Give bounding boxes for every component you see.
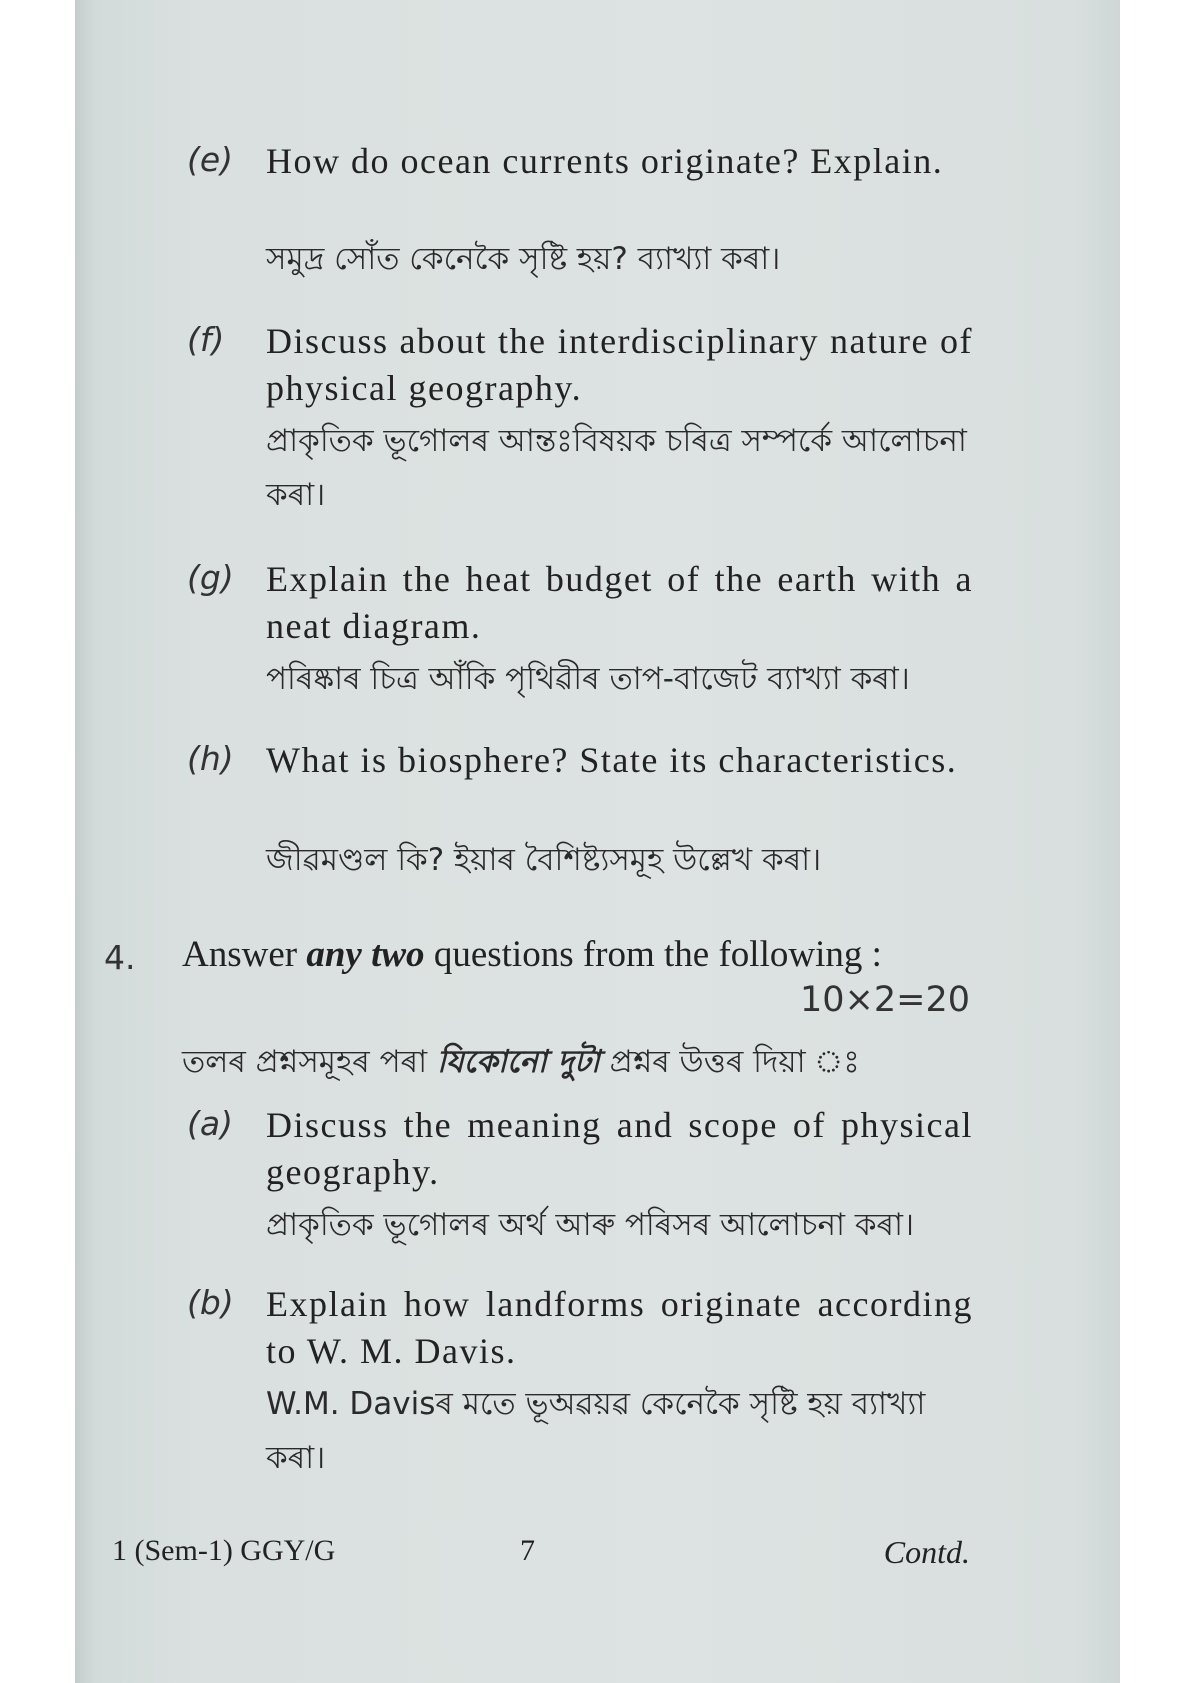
continued-label: Contd. (883, 1534, 970, 1570)
instruction-assamese-emphasis: যিকোনো দুটা (436, 1044, 600, 1080)
question-label: (f) (187, 320, 225, 359)
paper-code: 1 (Sem-1) GGY/G (112, 1534, 336, 1567)
section-instruction (182, 932, 972, 978)
question-assamese: সমুদ্র সোঁত কেনেকৈ সৃষ্টি হয়? ব্যাখ্যা কৰা। (266, 241, 781, 277)
page-number: 7 (520, 1534, 535, 1567)
instruction-post: questions from the following : (424, 934, 882, 975)
instruction-emphasis: any two (306, 934, 425, 975)
section-marks: 10×2=20 (800, 980, 970, 1020)
question-english: Discuss the meaning and scope of physical geography. (266, 1105, 973, 1192)
page-margin-right (1120, 0, 1190, 1683)
instruction-pre: Answer (182, 934, 307, 975)
question-assamese: জীৱমণ্ডল কি? ইয়াৰ বৈশিষ্ট্যসমূহ উল্লেখ কৰা। (266, 842, 822, 878)
page-margin-left (0, 0, 75, 1683)
question-english: Explain the heat budget of the earth with a neat diagram. (266, 559, 973, 646)
question-english: Explain how landforms originate according to W. M. Davis. (266, 1284, 973, 1371)
instruction-assamese-post: প্ৰশ্নৰ উত্তৰ দিয়া ঃ (599, 1044, 860, 1080)
question-assamese: প্ৰাকৃতিক ভূগোলৰ অৰ্থ আৰু পৰিসৰ আলোচনা কৰা। (266, 1207, 915, 1243)
question-label: (e) (187, 140, 234, 179)
question-english: How do ocean currents originate? Explain. (266, 141, 944, 181)
question-english: Discuss about the interdisciplinary nature of physical geography. (266, 321, 973, 408)
section-instruction-assamese (182, 1038, 982, 1090)
instruction-assamese-pre: তলৰ প্ৰশ্নসমূহৰ পৰা (182, 1044, 437, 1080)
question-label: (b) (187, 1283, 234, 1322)
question-assamese: প্ৰাকৃতিক ভূগোলৰ আন্তঃবিষয়ক চৰিত্ৰ সম্পৰ্কে আলোচনা কৰা। (266, 423, 967, 513)
question-assamese: পৰিষ্কাৰ চিত্ৰ আঁকি পৃথিৱীৰ তাপ-বাজেট ব্যাখ্যা কৰা। (266, 661, 910, 697)
question-label: (a) (187, 1104, 233, 1143)
section-number: 4. (104, 938, 136, 977)
question-assamese: W.M. Davisৰ মতে ভূঅৱয়ৱ কেনেকৈ সৃষ্টি হয় ব্যাখ্যা কৰা। (266, 1386, 926, 1476)
question-label: (g) (187, 558, 234, 597)
question-english: What is biosphere? State its characteristics. (266, 740, 958, 780)
question-label: (h) (187, 739, 234, 778)
